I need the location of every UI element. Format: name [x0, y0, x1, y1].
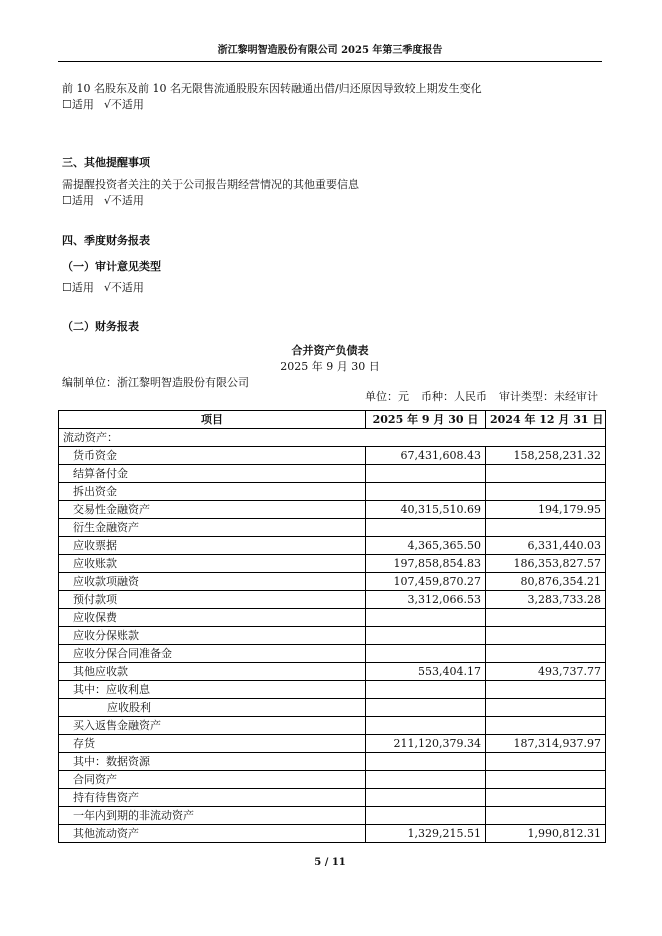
row-value-prior: 194,179.95: [486, 501, 606, 519]
row-label: 其中：数据资源: [59, 753, 366, 771]
table-row: [59, 699, 606, 717]
not-applicable-option: √不适用: [103, 98, 144, 111]
page-number: 5 / 11: [314, 857, 346, 868]
row-value-prior: 158,258,231.32: [486, 447, 606, 465]
row-value-current: 3,312,066.53: [366, 591, 486, 609]
row-value-current: [366, 807, 486, 825]
row-label: 应收分保账款: [59, 627, 366, 645]
row-value-prior: 493,737.77: [486, 663, 606, 681]
balance-sheet-date: 2025 年 9 月 30 日: [280, 360, 380, 373]
row-value-current: [366, 483, 486, 501]
row-value-prior: [486, 645, 606, 663]
section-heading-quarterly-statements: 四、季度财务报表: [62, 234, 150, 247]
row-label: 应收账款: [59, 555, 366, 573]
table-row: [59, 825, 606, 843]
not-applicable-option: √不适用: [103, 281, 144, 294]
row-value-prior: [486, 627, 606, 645]
row-value-current: 1,329,215.51: [366, 825, 486, 843]
unit-currency-line: [58, 389, 598, 405]
row-value-current: [366, 771, 486, 789]
compiler-line: 编制单位：浙江黎明智造股份有限公司: [62, 376, 249, 389]
row-value-current: 67,431,608.43: [366, 447, 486, 465]
row-label: 衍生金融资产: [59, 519, 366, 537]
row-value-current: 107,459,870.27: [366, 573, 486, 591]
column-header-prior: 2024 年 12 月 31 日: [486, 411, 606, 429]
table-row: [59, 501, 606, 519]
row-value-current: [366, 465, 486, 483]
table-row: [59, 807, 606, 825]
currency-label: 币种：人民币: [421, 390, 487, 403]
row-value-prior: [486, 609, 606, 627]
column-header-item: 项目: [59, 411, 366, 429]
balance-sheet-title: 合并资产负债表: [291, 344, 369, 357]
row-value-prior: 186,353,827.57: [486, 555, 606, 573]
row-value-prior: [486, 483, 606, 501]
audit-opinion-options: [62, 280, 154, 296]
row-label: 一年内到期的非流动资产: [59, 807, 366, 825]
row-label: 买入返售金融资产: [59, 717, 366, 735]
row-value-prior: 6,331,440.03: [486, 537, 606, 555]
table-row: [59, 609, 606, 627]
row-value-current: [366, 717, 486, 735]
row-label: 存货: [59, 735, 366, 753]
row-value-prior: [486, 519, 606, 537]
section-row: [59, 429, 606, 447]
table-row: [59, 735, 606, 753]
row-value-prior: 187,314,937.97: [486, 735, 606, 753]
table-row: [59, 555, 606, 573]
table-row: [59, 573, 606, 591]
row-label: 交易性金融资产: [59, 501, 366, 519]
row-label: 拆出资金: [59, 483, 366, 501]
row-value-prior: 1,990,812.31: [486, 825, 606, 843]
row-value-current: [366, 645, 486, 663]
applicable-option: ☐适用: [62, 98, 94, 111]
table-row: [59, 447, 606, 465]
applicable-option: ☐适用: [62, 194, 94, 207]
table-row: [59, 789, 606, 807]
table-row: [59, 627, 606, 645]
row-value-prior: [486, 807, 606, 825]
row-label: 结算备付金: [59, 465, 366, 483]
row-label: 其他流动资产: [59, 825, 366, 843]
row-value-current: 197,858,854.83: [366, 555, 486, 573]
table-row: [59, 717, 606, 735]
other-reminders-text: 需提醒投资者关注的关于公司报告期经营情况的其他重要信息: [62, 178, 359, 191]
row-value-prior: [486, 699, 606, 717]
shareholder-change-options: [62, 97, 154, 113]
table-header-row: [59, 411, 606, 429]
table-row: [59, 753, 606, 771]
table-row: [59, 537, 606, 555]
row-label: 合同资产: [59, 771, 366, 789]
row-value-prior: 80,876,354.21: [486, 573, 606, 591]
table-row: [59, 645, 606, 663]
row-label: 其他应收款: [59, 663, 366, 681]
row-value-current: 553,404.17: [366, 663, 486, 681]
row-value-current: [366, 609, 486, 627]
row-value-current: 4,365,365.50: [366, 537, 486, 555]
row-value-current: [366, 681, 486, 699]
row-label: 预付款项: [59, 591, 366, 609]
audit-type-label: 审计类型：未经审计: [499, 390, 598, 403]
row-value-prior: [486, 681, 606, 699]
row-label: 应收股利: [59, 699, 366, 717]
table-row: [59, 771, 606, 789]
shareholder-change-text: 前 10 名股东及前 10 名无限售流通股股东因转融通出借/归还原因导致较上期发生变化: [62, 82, 482, 95]
table-row: [59, 681, 606, 699]
unit-label: 单位：元: [365, 390, 409, 403]
row-value-current: [366, 519, 486, 537]
row-value-prior: [486, 789, 606, 807]
section-heading-audit-opinion: （一）审计意见类型: [62, 260, 161, 273]
row-value-prior: [486, 465, 606, 483]
header-rule: [58, 61, 602, 62]
page-header-title: 浙江黎明智造股份有限公司 2025 年第三季度报告: [217, 45, 443, 56]
table-row: [59, 519, 606, 537]
balance-sheet-table: [58, 410, 606, 843]
row-label: 应收保费: [59, 609, 366, 627]
section-heading-other-reminders: 三、其他提醒事项: [62, 156, 150, 169]
other-reminders-options: [62, 193, 154, 209]
row-label: 应收票据: [59, 537, 366, 555]
row-value-prior: [486, 753, 606, 771]
row-label: 其中：应收利息: [59, 681, 366, 699]
row-value-current: [366, 627, 486, 645]
row-value-prior: 3,283,733.28: [486, 591, 606, 609]
table-row: [59, 483, 606, 501]
not-applicable-option: √不适用: [103, 194, 144, 207]
row-value-prior: [486, 717, 606, 735]
table-row: [59, 465, 606, 483]
section-label-current-assets: 流动资产：: [59, 429, 606, 447]
row-value-prior: [486, 771, 606, 789]
row-label: 应收分保合同准备金: [59, 645, 366, 663]
section-heading-financial-statements: （二）财务报表: [62, 320, 139, 333]
column-header-current: 2025 年 9 月 30 日: [366, 411, 486, 429]
row-label: 持有待售资产: [59, 789, 366, 807]
table-row: [59, 663, 606, 681]
row-value-current: [366, 789, 486, 807]
row-value-current: [366, 753, 486, 771]
applicable-option: ☐适用: [62, 281, 94, 294]
row-value-current: [366, 699, 486, 717]
table-row: [59, 591, 606, 609]
row-value-current: 211,120,379.34: [366, 735, 486, 753]
row-label: 货币资金: [59, 447, 366, 465]
row-label: 应收款项融资: [59, 573, 366, 591]
row-value-current: 40,315,510.69: [366, 501, 486, 519]
